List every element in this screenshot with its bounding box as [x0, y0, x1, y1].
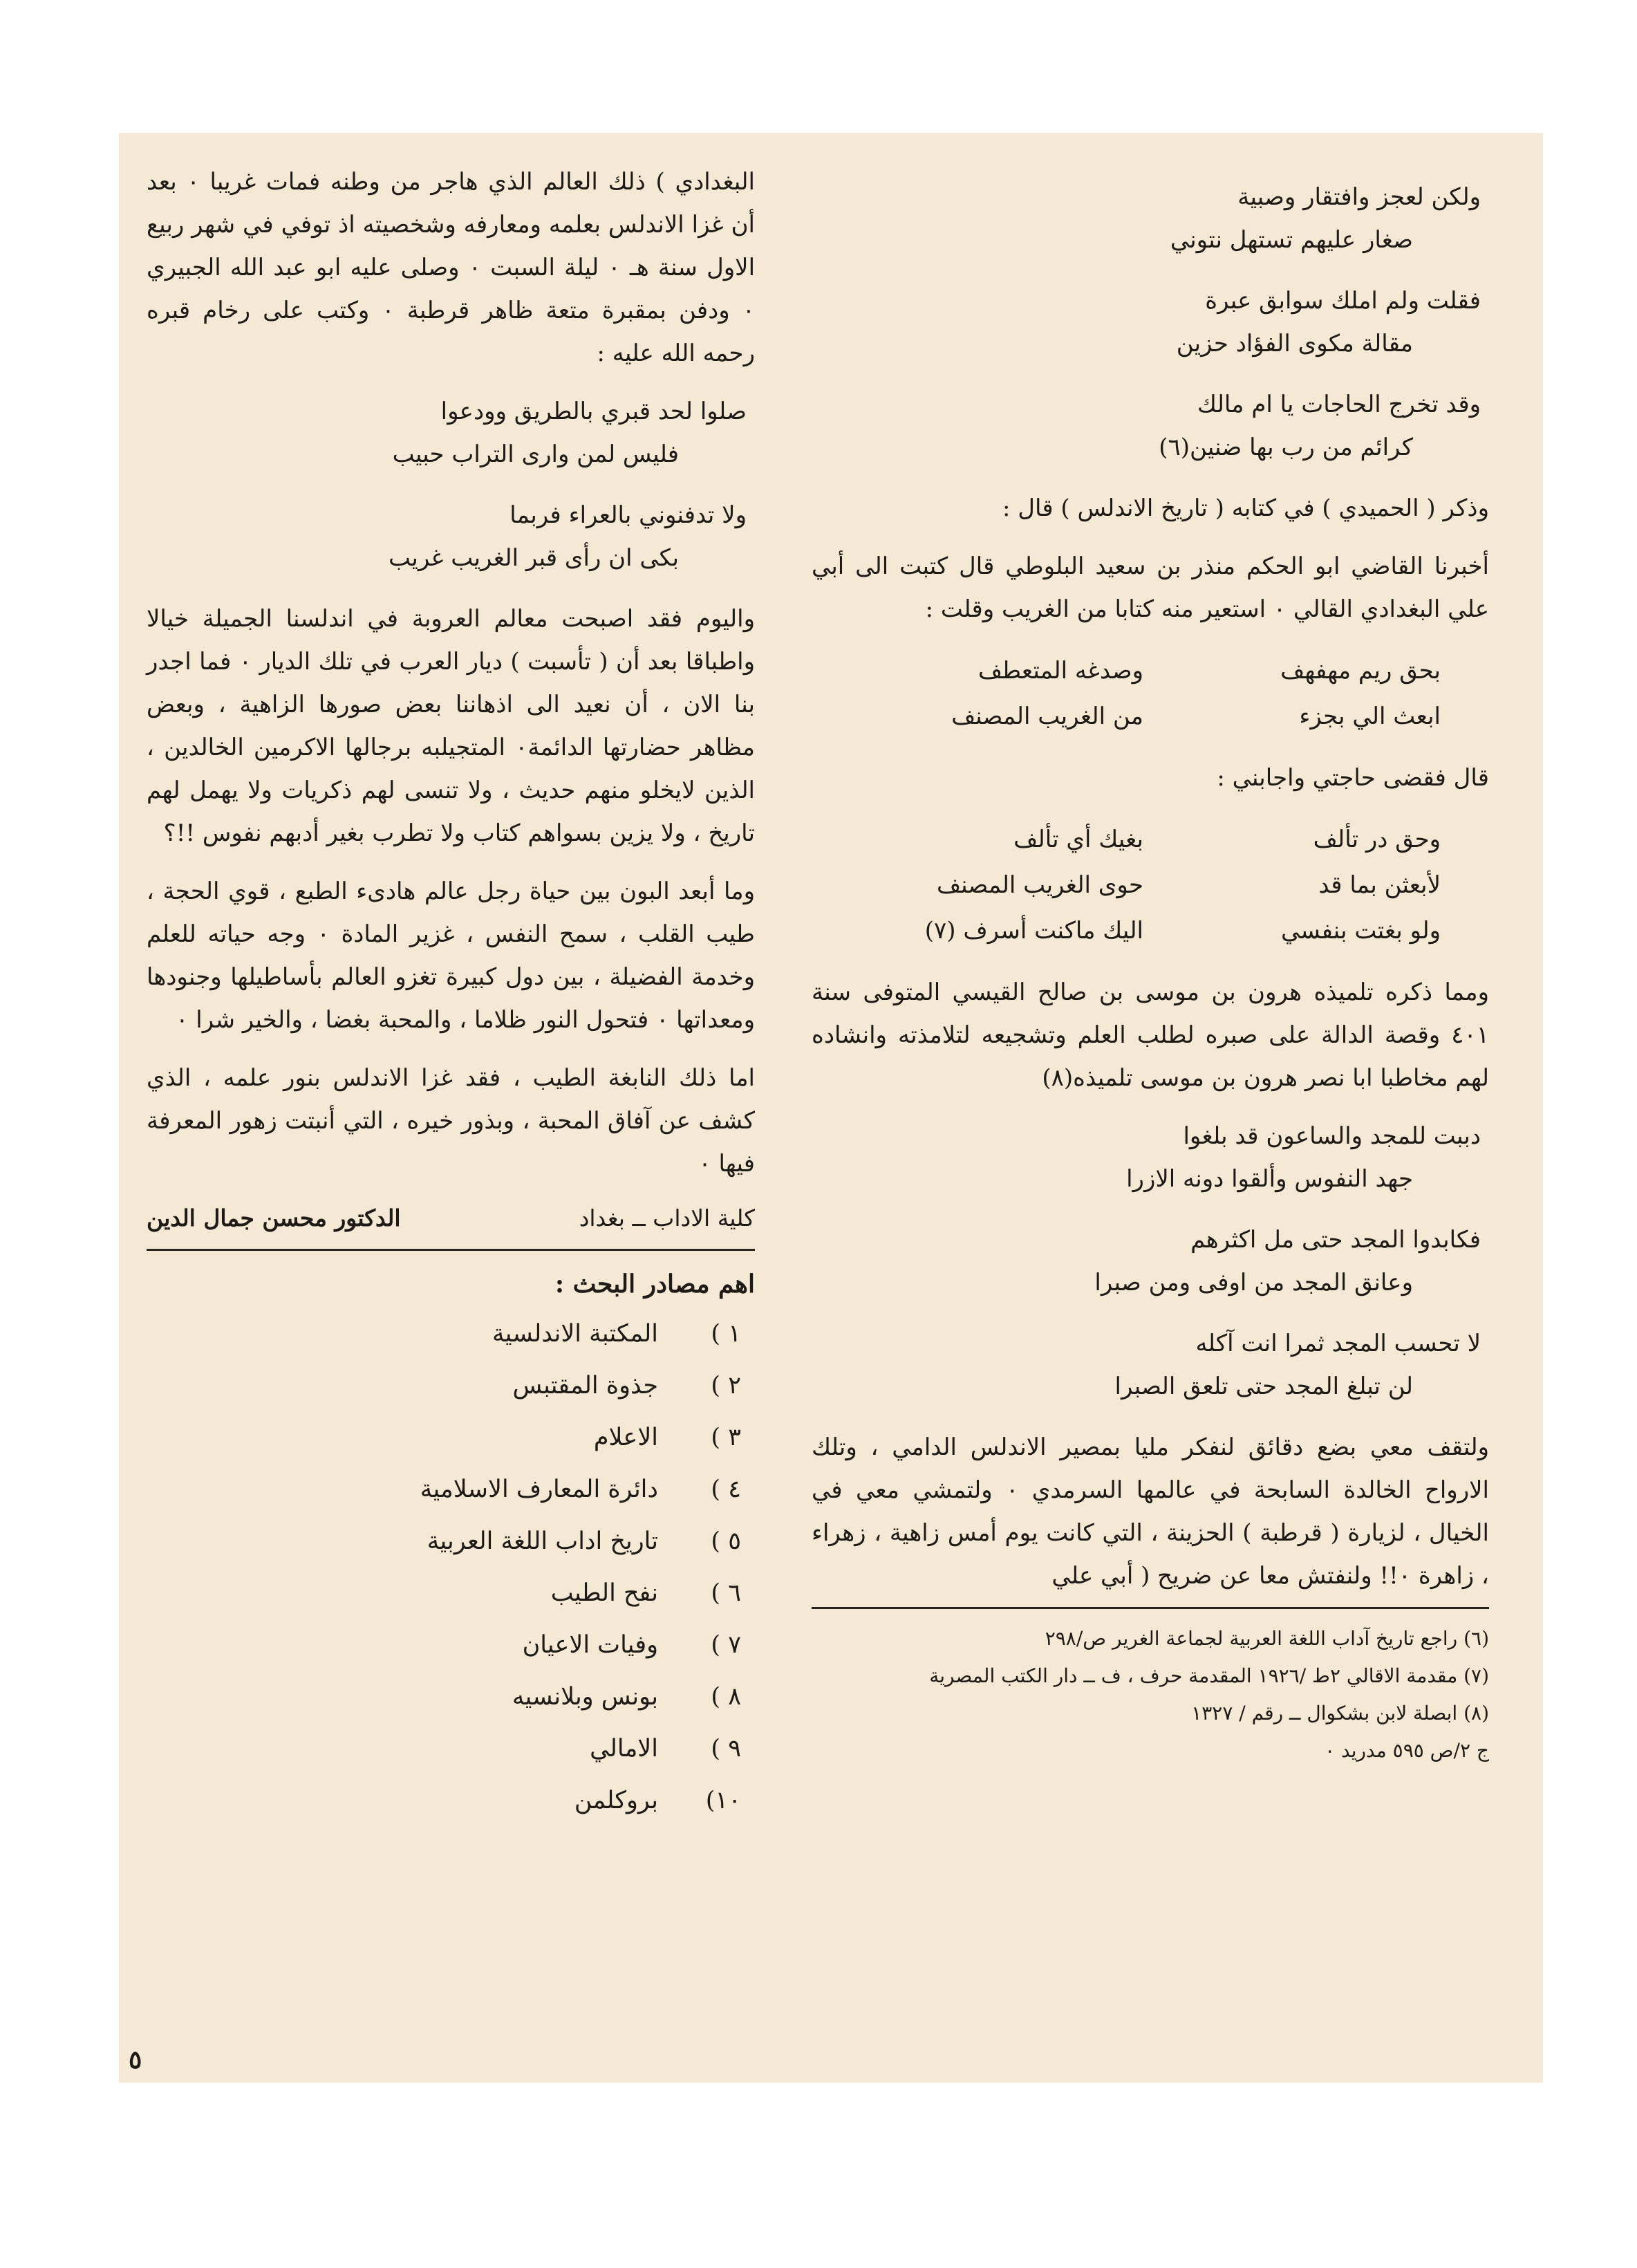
verse [812, 1218, 1489, 1304]
paragraph: أخبرنا القاضي ابو الحكم منذر بن سعيد البلوطي قال كتبت الى أبي علي البغدادي القالي ٠ استعير منه كتابا من الغريب وقلت : [812, 552, 1489, 623]
verse-hemistich-1: فقلت ولم املك سوابق عبرة [1205, 287, 1481, 315]
source-number: ٩ ) [711, 1735, 741, 1763]
verse-hemistich-2: كرائم من رب بها ضنين(٦) [1159, 434, 1413, 461]
source-number: ١ ) [711, 1320, 741, 1348]
affiliation: كلية الاداب ــ بغداد [579, 1205, 755, 1231]
verse [812, 1322, 1489, 1408]
verse-hemistich-2: بكى ان رأى قبر الغريب غريب [389, 544, 679, 572]
source-item [147, 1313, 755, 1355]
verse-left-half: وحق در تألف [1313, 826, 1441, 853]
source-number: ٧ ) [711, 1631, 741, 1659]
left-column [147, 160, 755, 1832]
source-title: بونس وبلانسيه [512, 1683, 658, 1711]
sources-list [147, 1313, 755, 1821]
verse-right-half: اليك ماكنت أسرف (٧) [924, 917, 1143, 945]
footnote: (٦) راجع تاريخ آداب اللغة العربية لجماعة الغرير ص/٢٩٨ [1045, 1627, 1489, 1650]
verse-hemistich-1: صلوا لحد قبري بالطريق وودعوا [440, 398, 747, 425]
source-number: ٤ ) [711, 1476, 741, 1503]
source-title: دائرة المعارف الاسلامية [420, 1476, 658, 1503]
verse [812, 279, 1489, 365]
source-number: ٥ ) [711, 1527, 741, 1555]
paragraph: البغدادي ) ذلك العالم الذي هاجر من وطنه فمات غريبا ٠ بعد أن غزا الاندلس بعلمه ومعارفه وشخصيته اذ توفي في شهر ربيع الاول سنة هـ ٠ ليلة السبت ٠ وصلى عليه ابو عبد الله الجبيري ٠ ودفن بمقبرة متعة ظاهر قرطبة ٠ وكتب على رخام قبره رحمه الله عليه : [147, 168, 756, 367]
verse-hemistich-2: وعانق المجد من اوفى ومن صبرا [1094, 1269, 1413, 1296]
verse-pair [812, 819, 1489, 860]
verse-hemistich-1: فكابدوا المجد حتى مل اكثرهم [1190, 1226, 1481, 1254]
verse-right-half: حوى الغريب المصنف [936, 871, 1143, 899]
source-item [147, 1417, 755, 1458]
verse-pair [812, 650, 1489, 691]
source-number: ٢ ) [711, 1372, 741, 1400]
verse-hemistich-1: ولكن لعجز وافتقار وصبية [1237, 183, 1481, 211]
paragraph: ولتقف معي بضع دقائق لنفكر مليا بمصير الاندلس الدامي ، وتلك الارواح الخالدة السابحة في عالمها السرمدي ٠ ولتمشي معي في الخيال ، لزيارة ( قرطبة ) الحزينة ، التي كانت يوم أمس زاهية ، زهراء ، زاهرة ٠!! ولنفتش معا عن ضريح ( أبي علي [812, 1433, 1489, 1590]
author-name: الدكتور محسن جمال الدين [147, 1205, 401, 1231]
paragraph: ومما ذكره تلميذه هرون بن موسى بن صالح القيسي المتوفى سنة ٤٠١ وقصة الدالة على صبره لطلب العلم وتشجيعه لتلامذته وانشاده لهم مخاطبا ابا نصر هرون بن موسى تلميذه(٨) [812, 978, 1489, 1092]
paragraph: واليوم فقد اصبحت معالم العروبة في اندلسنا الجميلة خيالا واطباقا بعد أن ( تأسبت ) ديار العرب في تلك الديار ٠ فما اجدر بنا الان ، أن نعيد الى اذهاننا بعض صورها الزاهية ، وبعض مظاهر حضارتها الدائمة٠ المتجيلبه برجالها الاكرمين الخالدين ، الذين لايخلو منهم حديث ، ولا تنسى لهم ذكريات ولا يهمل لهم تاريخ ، ولا يزين بسواهم كتاب ولا تطرب بغير أدبهم نفوس !!؟ [147, 605, 755, 847]
verse-left-half: ولو بغتت بنفسي [1280, 917, 1441, 945]
footnote-divider [812, 1607, 1489, 1609]
verse-hemistich-1: لا تحسب المجد ثمرا انت آكله [1195, 1330, 1481, 1357]
verse-hemistich-1: دببت للمجد والساعون قد بلغوا [1183, 1122, 1481, 1150]
source-title: نفح الطيب [550, 1579, 658, 1607]
footnote: ج ٢/ص ٥٩٥ مدريد ٠ [1325, 1739, 1489, 1762]
verse [812, 1115, 1489, 1200]
source-title: المكتبة الاندلسية [492, 1320, 658, 1348]
paragraph: وما أبعد البون بين حياة رجل عالم هادىء الطبع ، قوي الحجة ، طيب القلب ، سمح النفس ، غزير المادة ٠ وجه حياته للعلم وخدمة الفضيلة ، بين دول كبيرة تغزو العالم بأساطيلها وجنودها ومعداتها ٠ فتحول النور ظلاما ، والمحبة بغضا ، والخير شرا ٠ [147, 877, 755, 1034]
article-page [119, 133, 1543, 2083]
verse-hemistich-2: مقالة مكوى الفؤاد حزين [1176, 330, 1413, 357]
source-item [147, 1728, 755, 1769]
paragraph: وذكر ( الحميدي ) في كتابه ( تاريخ الاندلس ) قال : [1002, 494, 1489, 522]
verse-left-half: ابعث الي بجزء [1299, 703, 1441, 730]
verse-left-half: لأبعثن بما قد [1318, 871, 1441, 899]
source-title: بروكلمن [574, 1787, 658, 1814]
footnote: (٧) مقدمة الاقالي ٢ط /١٩٢٦ المقدمة حرف ، ف ــ دار الكتب المصرية [929, 1664, 1489, 1687]
source-item [147, 1676, 755, 1718]
sources-heading: اهم مصادر البحث : [554, 1270, 755, 1299]
source-item [147, 1521, 755, 1562]
verse [147, 390, 755, 476]
verse-pair [812, 910, 1489, 951]
verse-right-half: بغيك أي تألف [1013, 826, 1143, 853]
source-item [147, 1365, 755, 1406]
verse [812, 383, 1489, 469]
verse-hemistich-2: فليس لمن وارى التراب حبيب [392, 440, 679, 468]
source-number: ٨ ) [711, 1683, 741, 1711]
verse-pair [812, 696, 1489, 737]
source-title: تاريخ اداب اللغة العربية [427, 1527, 658, 1555]
verse-hemistich-2: صغار عليهم تستهل نتوني [1170, 226, 1413, 254]
source-number: ١٠) [705, 1787, 741, 1814]
verse-hemistich-2: لن تبلغ المجد حتى تلعق الصبرا [1114, 1373, 1413, 1400]
verse-pair [812, 864, 1489, 906]
verse-right-half: من الغريب المصنف [951, 703, 1143, 730]
source-item [147, 1780, 755, 1821]
source-number: ٦ ) [711, 1579, 741, 1607]
footnote: (٨) ابصلة لابن بشكوال ــ رقم / ١٣٢٧ [1191, 1702, 1489, 1725]
source-title: جذوة المقتبس [512, 1372, 658, 1400]
source-item [147, 1624, 755, 1666]
verse-hemistich-2: جهد النفوس وألقوا دونه الازرا [1126, 1165, 1413, 1193]
verse-left-half: بحق ريم مهفهف [1280, 657, 1441, 685]
author-signature [147, 1198, 755, 1239]
source-title: الاعلام [593, 1424, 658, 1451]
verse [812, 176, 1489, 261]
verse-right-half: وصدغه المتعطف [977, 657, 1143, 685]
verse-hemistich-1: ولا تدفنوني بالعراء فربما [509, 501, 747, 529]
source-item [147, 1572, 755, 1614]
section-divider [147, 1249, 755, 1251]
verse-hemistich-1: وقد تخرج الحاجات يا ام مالك [1197, 391, 1481, 418]
verse [147, 494, 755, 579]
page-number: ٥ [129, 2045, 142, 2074]
paragraph: قال فقضى حاجتي واجابني : [1217, 764, 1489, 792]
source-item [147, 1469, 755, 1510]
paragraph: اما ذلك النابغة الطيب ، فقد غزا الاندلس بنور علمه ، الذي كشف عن آفاق المحبة ، وبذور خيره ، التي أنبتت زهور المعرفة فيها ٠ [147, 1064, 755, 1178]
source-title: الامالي [590, 1735, 658, 1763]
source-number: ٣ ) [711, 1424, 741, 1451]
source-title: وفيات الاعيان [522, 1631, 658, 1659]
right-column [812, 160, 1489, 1769]
